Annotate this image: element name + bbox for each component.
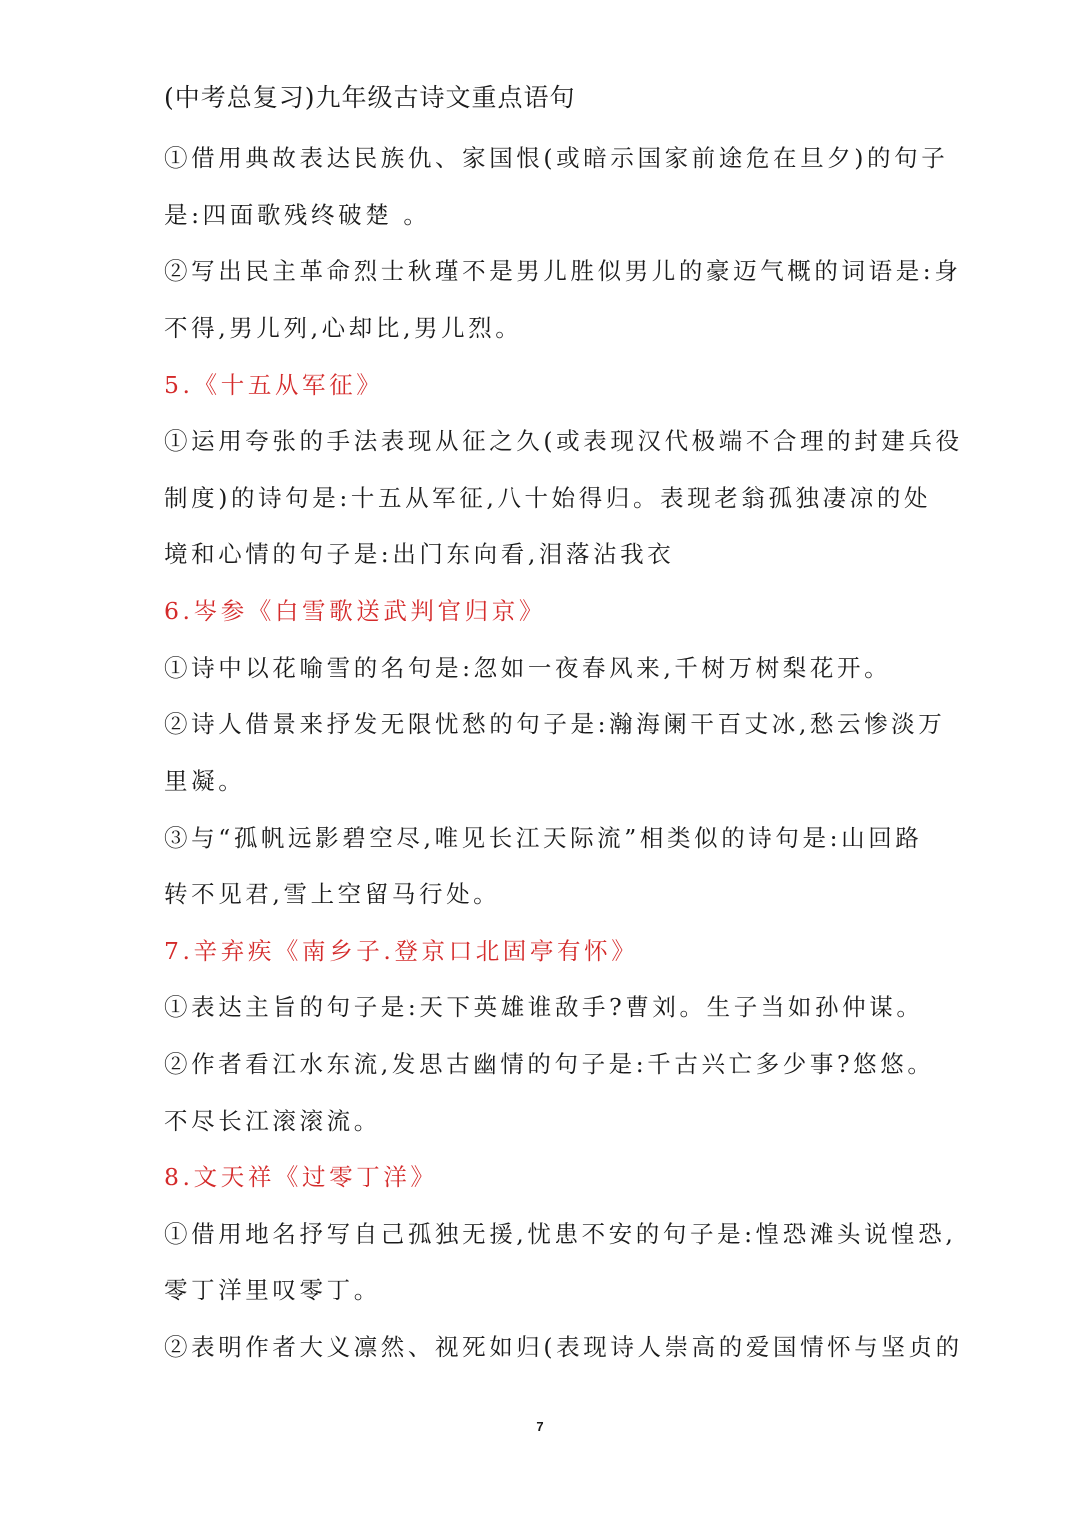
section-heading: 5.《十五从军征》 xyxy=(164,371,384,399)
text-line: ②作者看江水东流,发思古幽情的句子是:千古兴亡多少事?悠悠。 xyxy=(164,1050,935,1078)
document-title: (中考总复习)九年级古诗文重点语句 xyxy=(164,83,576,112)
text-line: 不得,男儿列,心却比,男儿烈。 xyxy=(164,314,523,342)
text-line: 转不见君,雪上空留马行处。 xyxy=(164,880,501,908)
text-line: 制度)的诗句是:十五从军征,八十始得归。表现老翁孤独凄凉的处 xyxy=(164,484,932,512)
page-number: 7 xyxy=(536,1419,544,1434)
text-line: ①诗中以花喻雪的名句是:忽如一夜春风来,千树万树梨花开。 xyxy=(164,654,892,682)
text-line: ②写出民主革命烈士秋瑾不是男儿胜似男儿的豪迈气概的词语是:身 xyxy=(164,257,962,285)
text-line: ②诗人借景来抒发无限忧愁的句子是:瀚海阑干百丈冰,愁云惨淡万 xyxy=(164,710,946,738)
text-line: 不尽长江滚滚流。 xyxy=(164,1107,381,1135)
text-line: 是:四面歌残终破楚 。 xyxy=(164,201,431,229)
text-line: ①借用典故表达民族仇、家国恨(或暗示国家前途危在旦夕)的句子 xyxy=(164,144,949,172)
text-line: ①借用地名抒写自己孤独无援,忧患不安的句子是:惶恐滩头说惶恐, xyxy=(164,1220,957,1248)
text-line: ①运用夸张的手法表现从征之久(或表现汉代极端不合理的封建兵役 xyxy=(164,427,963,455)
text-line: 里凝。 xyxy=(164,767,246,795)
section-heading: 7.辛弃疾《南乡子.登京口北固亭有怀》 xyxy=(164,937,639,965)
section-heading: 8.文天祥《过零丁洋》 xyxy=(164,1163,438,1191)
text-line: 境和心情的句子是:出门东向看,泪落沾我衣 xyxy=(164,540,675,568)
text-line: ②表明作者大义凛然、视死如归(表现诗人崇高的爱国情怀与坚贞的 xyxy=(164,1333,963,1361)
text-line: 零丁洋里叹零丁。 xyxy=(164,1276,381,1304)
section-heading: 6.岑参《白雪歌送武判官归京》 xyxy=(164,597,546,625)
text-line: ①表达主旨的句子是:天下英雄谁敌手?曹刘。生子当如孙仲谋。 xyxy=(164,993,924,1021)
text-line: ③与“孤帆远影碧空尽,唯见长江天际流”相类似的诗句是:山回路 xyxy=(164,824,923,852)
